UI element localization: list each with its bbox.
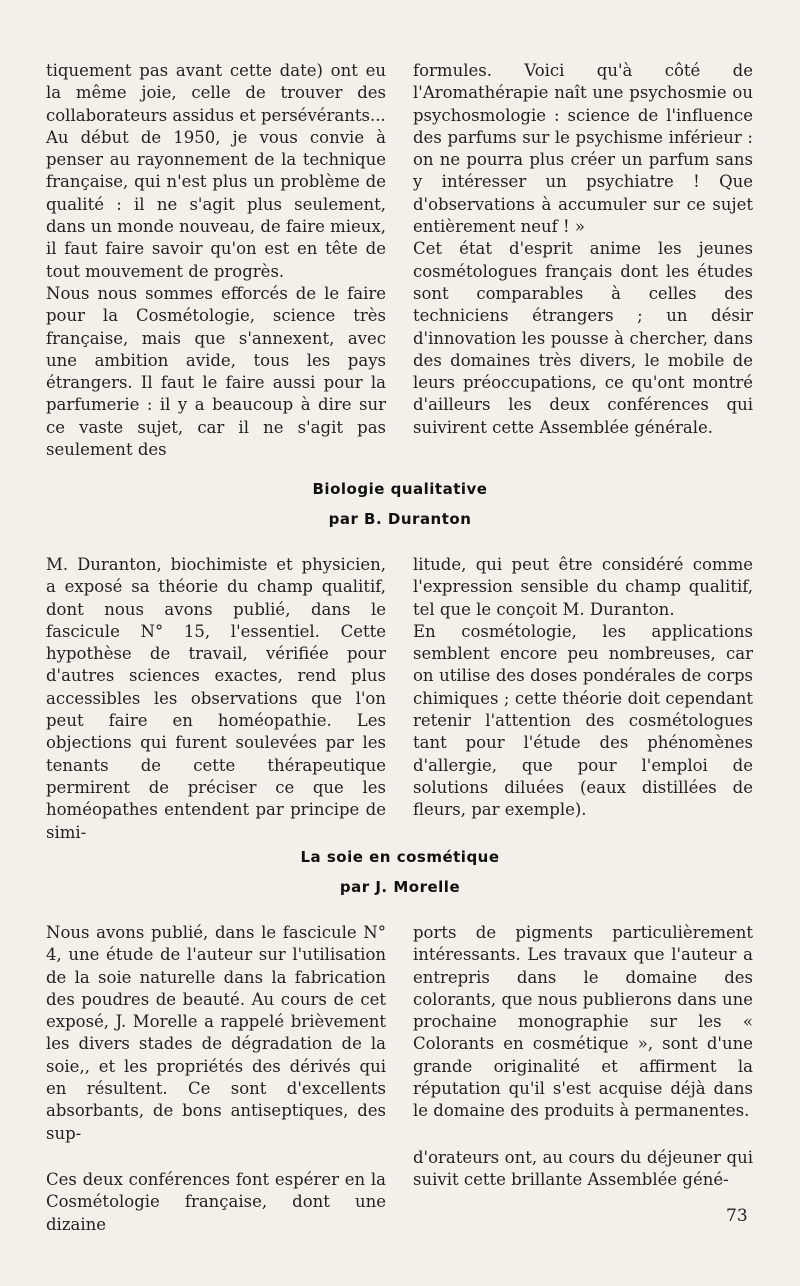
paragraph: Nous nous sommes efforcés de le faire pour la Cosmétologie, science très française, mais que s'annexent, avec une ambition avide, tous les pays étrangers. Il faut le faire aussi pour la parfumerie : il y a beaucoup à dire sur ce vaste sujet, car il ne s'agit pas seulement des: [46, 283, 386, 460]
paragraph: Ces deux conférences font espérer en la Cosmétologie française, dont une dizaine: [46, 1169, 386, 1234]
section-title-soie: La soie en cosmétique: [300, 848, 500, 866]
section-byline-morelle: par J. Morelle: [339, 878, 461, 896]
section2-right-column: [413, 922, 753, 1191]
paragraph: litude, qui peut être considéré comme l'expression sensible du champ qualitif, tel que le conçoit M. Duranton.: [413, 555, 753, 619]
paragraph: M. Duranton, biochimiste et physicien, a exposé sa théorie du champ qualitif, dont nous avons publié, dans le fascicule N° 15, l'essentiel. Cette hypothèse de travail, vérifiée pour d'autres sciences exactes, rend plus accessibles les observations que l'on peut faire en homéopathie. Les objections qui furent soulevées par les tenants de cette thérapeutique permirent de préciser ce que les homéopathes entendent par principe de simi-: [46, 555, 386, 842]
paragraph: Nous avons publié, dans le fascicule N° 4, une étude de l'auteur sur l'utilisation de la soie naturelle dans la fabrication des poudres de beauté. Au cours de cet exposé, J. Morelle a rappelé brièvement les divers stades de dégradation de la soie,, et les propriétés des dérivés qui en résultent. Ce sont d'excellents absorbants, de bons antiseptiques, des sup-: [46, 923, 386, 1143]
section1-left-column: [46, 554, 386, 844]
section1-right-column: [413, 554, 753, 822]
top-right-column: [413, 60, 753, 439]
top-left-column: [46, 60, 386, 461]
paragraph: ports de pigments particulièrement intéressants. Les travaux que l'auteur a entrepris dans le domaine des colorants, que nous publierons dans une prochaine monographie sur les « Colorants en cosmétique », sont d'une grande originalité et affirment la réputation qu'il s'est acquise déjà dans le domaine des produits à permanentes.: [413, 923, 753, 1121]
page-number: 73: [726, 1206, 748, 1226]
section-byline-duranton: par B. Duranton: [328, 510, 472, 528]
paragraph: En cosmétologie, les applications semblent encore peu nombreuses, car on utilise des doses pondérales de corps chimiques ; cette théorie doit cependant retenir l'attention des cosmétologues tant pour l'étude des phénomènes d'allergie, que pour l'emploi de solutions diluées (eaux distillées de fleurs, par exemple).: [413, 621, 753, 820]
paragraph: Au début de 1950, je vous convie à penser au rayonnement de la technique française, qui n'est plus un problème de qualité : il ne s'agit plus seulement, dans un monde nouveau, de faire mieux, il faut faire savoir qu'on est en tête de tout mouvement de progrès.: [46, 127, 386, 281]
section-title-biologie: Biologie qualitative: [312, 480, 488, 498]
paragraph: tiquement pas avant cette date) ont eu la même joie, celle de trouver des collaborateurs assidus et persévérants...: [46, 61, 386, 125]
paragraph: d'orateurs ont, au cours du déjeuner qui suivit cette brillante Assemblée géné-: [413, 1147, 753, 1189]
paragraph: formules. Voici qu'à côté de l'Aromathérapie naît une psychosmie ou psychosmologie : science de l'influence des parfums sur le psychisme inférieur : on ne pourra plus créer un parfum sans y intéresser un psychiatre ! Que d'observations à accumuler sur ce sujet entièrement neuf ! »: [413, 61, 753, 237]
paragraph: Cet état d'esprit anime les jeunes cosmétologues français dont les études sont comparables à celles des techniciens étrangers ; un désir d'innovation les pousse à chercher, dans des domaines très divers, le mobile de leurs préoccupations, ce qu'ont montré d'ailleurs les deux conférences qui suivirent cette Assemblée générale.: [413, 239, 753, 437]
section2-left-column: [46, 922, 386, 1236]
